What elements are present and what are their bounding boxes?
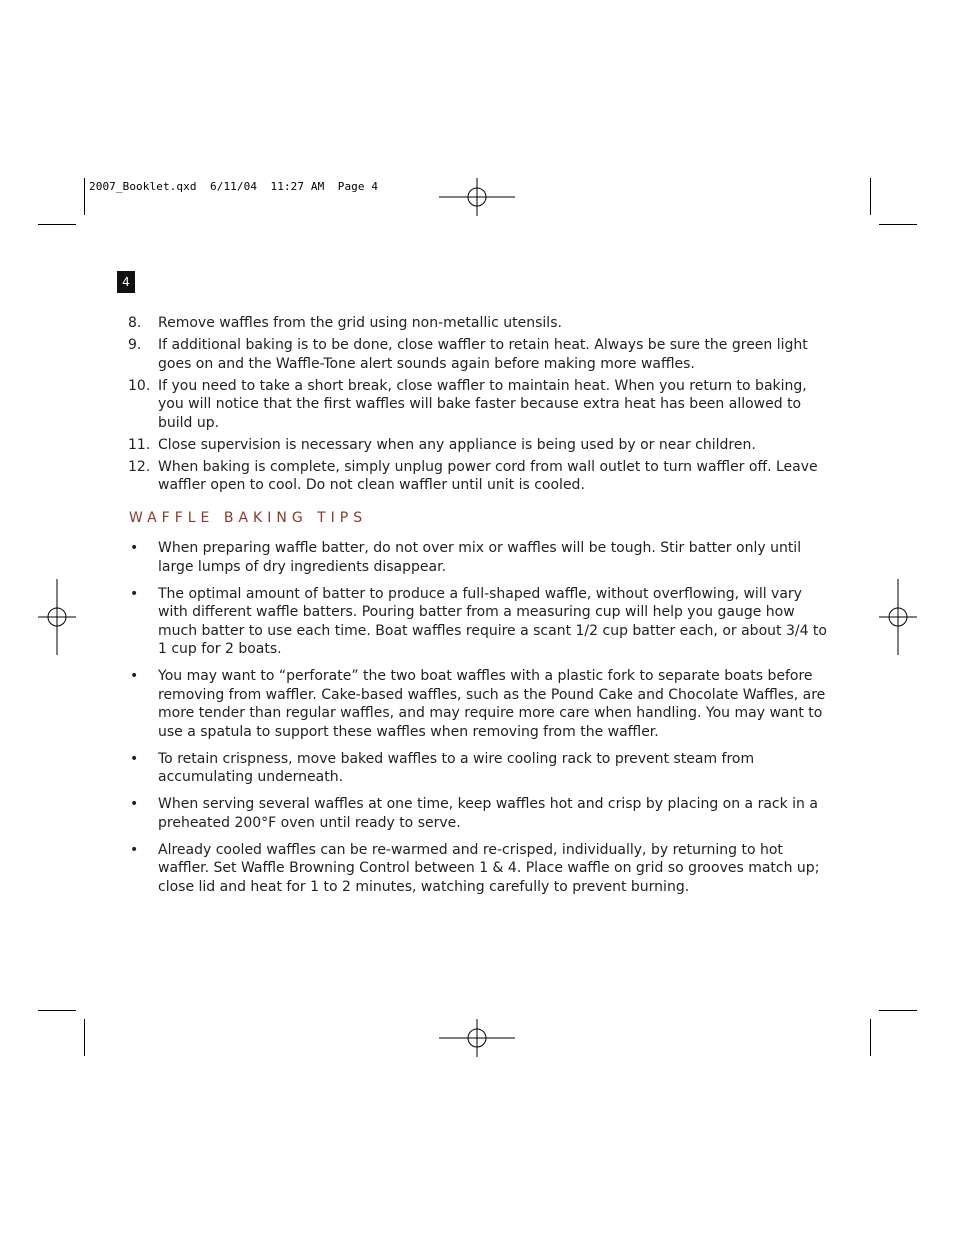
tip-item bbox=[128, 585, 828, 659]
bullet-icon: • bbox=[130, 841, 139, 858]
tip-text: When serving several waffles at one time, keep waffles hot and crisp by placing on a rack in a preheated 200°F oven until ready to serve. bbox=[158, 796, 818, 831]
tips-list bbox=[128, 539, 828, 896]
crop-mark-bottom-left-vertical bbox=[84, 1019, 85, 1056]
crop-mark-top-right-horizontal bbox=[879, 224, 917, 225]
crop-mark-top-left-vertical bbox=[84, 178, 85, 215]
tip-item bbox=[128, 539, 828, 576]
crop-mark-top-left-horizontal bbox=[38, 224, 76, 225]
list-item bbox=[128, 436, 828, 455]
list-number: 12. bbox=[128, 458, 151, 475]
tip-item bbox=[128, 667, 828, 741]
page-content bbox=[128, 314, 828, 905]
list-item-text: If additional baking is to be done, close waffler to retain heat. Always be sure the green light goes on and the Waffle-Tone alert sounds again before making more waffles. bbox=[158, 337, 808, 372]
crop-mark-top-right-vertical bbox=[870, 178, 871, 215]
tip-item bbox=[128, 750, 828, 787]
list-number: 11. bbox=[128, 436, 151, 453]
tip-text: To retain crispness, move baked waffles to a wire cooling rack to prevent steam from accumulating underneath. bbox=[158, 750, 755, 785]
slug-line: 2007_Booklet.qxd 6/11/04 11:27 AM Page 4 bbox=[89, 180, 379, 193]
list-item bbox=[128, 377, 828, 433]
list-number: 9. bbox=[128, 337, 142, 353]
tip-item bbox=[128, 795, 828, 832]
crop-mark-bottom-right-vertical bbox=[870, 1019, 871, 1056]
numbered-list bbox=[128, 314, 828, 495]
registration-mark-left-icon bbox=[38, 579, 76, 655]
registration-mark-top-icon bbox=[439, 178, 515, 216]
tip-text: The optimal amount of batter to produce a full-shaped waffle, without overflowing, will vary with different waffle batters. Pouring batter from a measuring cup will help you gauge how much batter to use each time. Boat waffles require a scant 1/2 cup batter each, or about 3/4 to 1 cup for 2 boats. bbox=[158, 585, 827, 657]
bullet-icon: • bbox=[130, 585, 139, 602]
registration-mark-right-icon bbox=[879, 579, 917, 655]
page-number: 4 bbox=[117, 271, 135, 293]
section-heading: WAFFLE BAKING TIPS bbox=[129, 509, 368, 526]
bullet-icon: • bbox=[130, 540, 139, 556]
bullet-icon: • bbox=[130, 796, 139, 812]
list-number: 8. bbox=[128, 315, 142, 331]
registration-mark-bottom-icon bbox=[439, 1019, 515, 1057]
list-item bbox=[128, 336, 828, 373]
tip-text: You may want to “perforate” the two boat waffles with a plastic fork to separate boats before removing from waffler. Cake-based waffles, such as the Pound Cake and Chocolate Waffles, are more tender than regular waffles, and may require more care when handling. You may want to use a spatula to support these waffles when removing from the waffler. bbox=[158, 668, 826, 740]
list-item bbox=[128, 458, 828, 495]
list-item-text: Close supervision is necessary when any appliance is being used by or near children. bbox=[158, 436, 756, 453]
list-item-text: Remove waffles from the grid using non-metallic utensils. bbox=[158, 315, 562, 331]
list-number: 10. bbox=[128, 377, 151, 394]
list-item-text: When baking is complete, simply unplug power cord from wall outlet to turn waffler off. Leave waffler open to cool. Do not clean waffler until unit is cooled. bbox=[158, 458, 818, 493]
list-item-text: If you need to take a short break, close waffler to maintain heat. When you return to baking, you will notice that the first waffles will bake faster because extra heat has been allowed to build up. bbox=[158, 377, 807, 431]
bullet-icon: • bbox=[130, 750, 139, 767]
crop-mark-bottom-right-horizontal bbox=[879, 1010, 917, 1011]
tip-text: Already cooled waffles can be re-warmed and re-crisped, individually, by returning to hot waffler. Set Waffle Browning Control between 1 & 4. Place waffle on grid so grooves match up; close lid and heat for 1 to 2 minutes, watching carefully to prevent burning. bbox=[158, 841, 820, 895]
tip-item bbox=[128, 841, 828, 897]
list-item bbox=[128, 314, 828, 333]
crop-mark-bottom-left-horizontal bbox=[38, 1010, 76, 1011]
bullet-icon: • bbox=[130, 668, 139, 684]
tip-text: When preparing waffle batter, do not over mix or waffles will be tough. Stir batter only until large lumps of dry ingredients disappear. bbox=[158, 540, 802, 575]
